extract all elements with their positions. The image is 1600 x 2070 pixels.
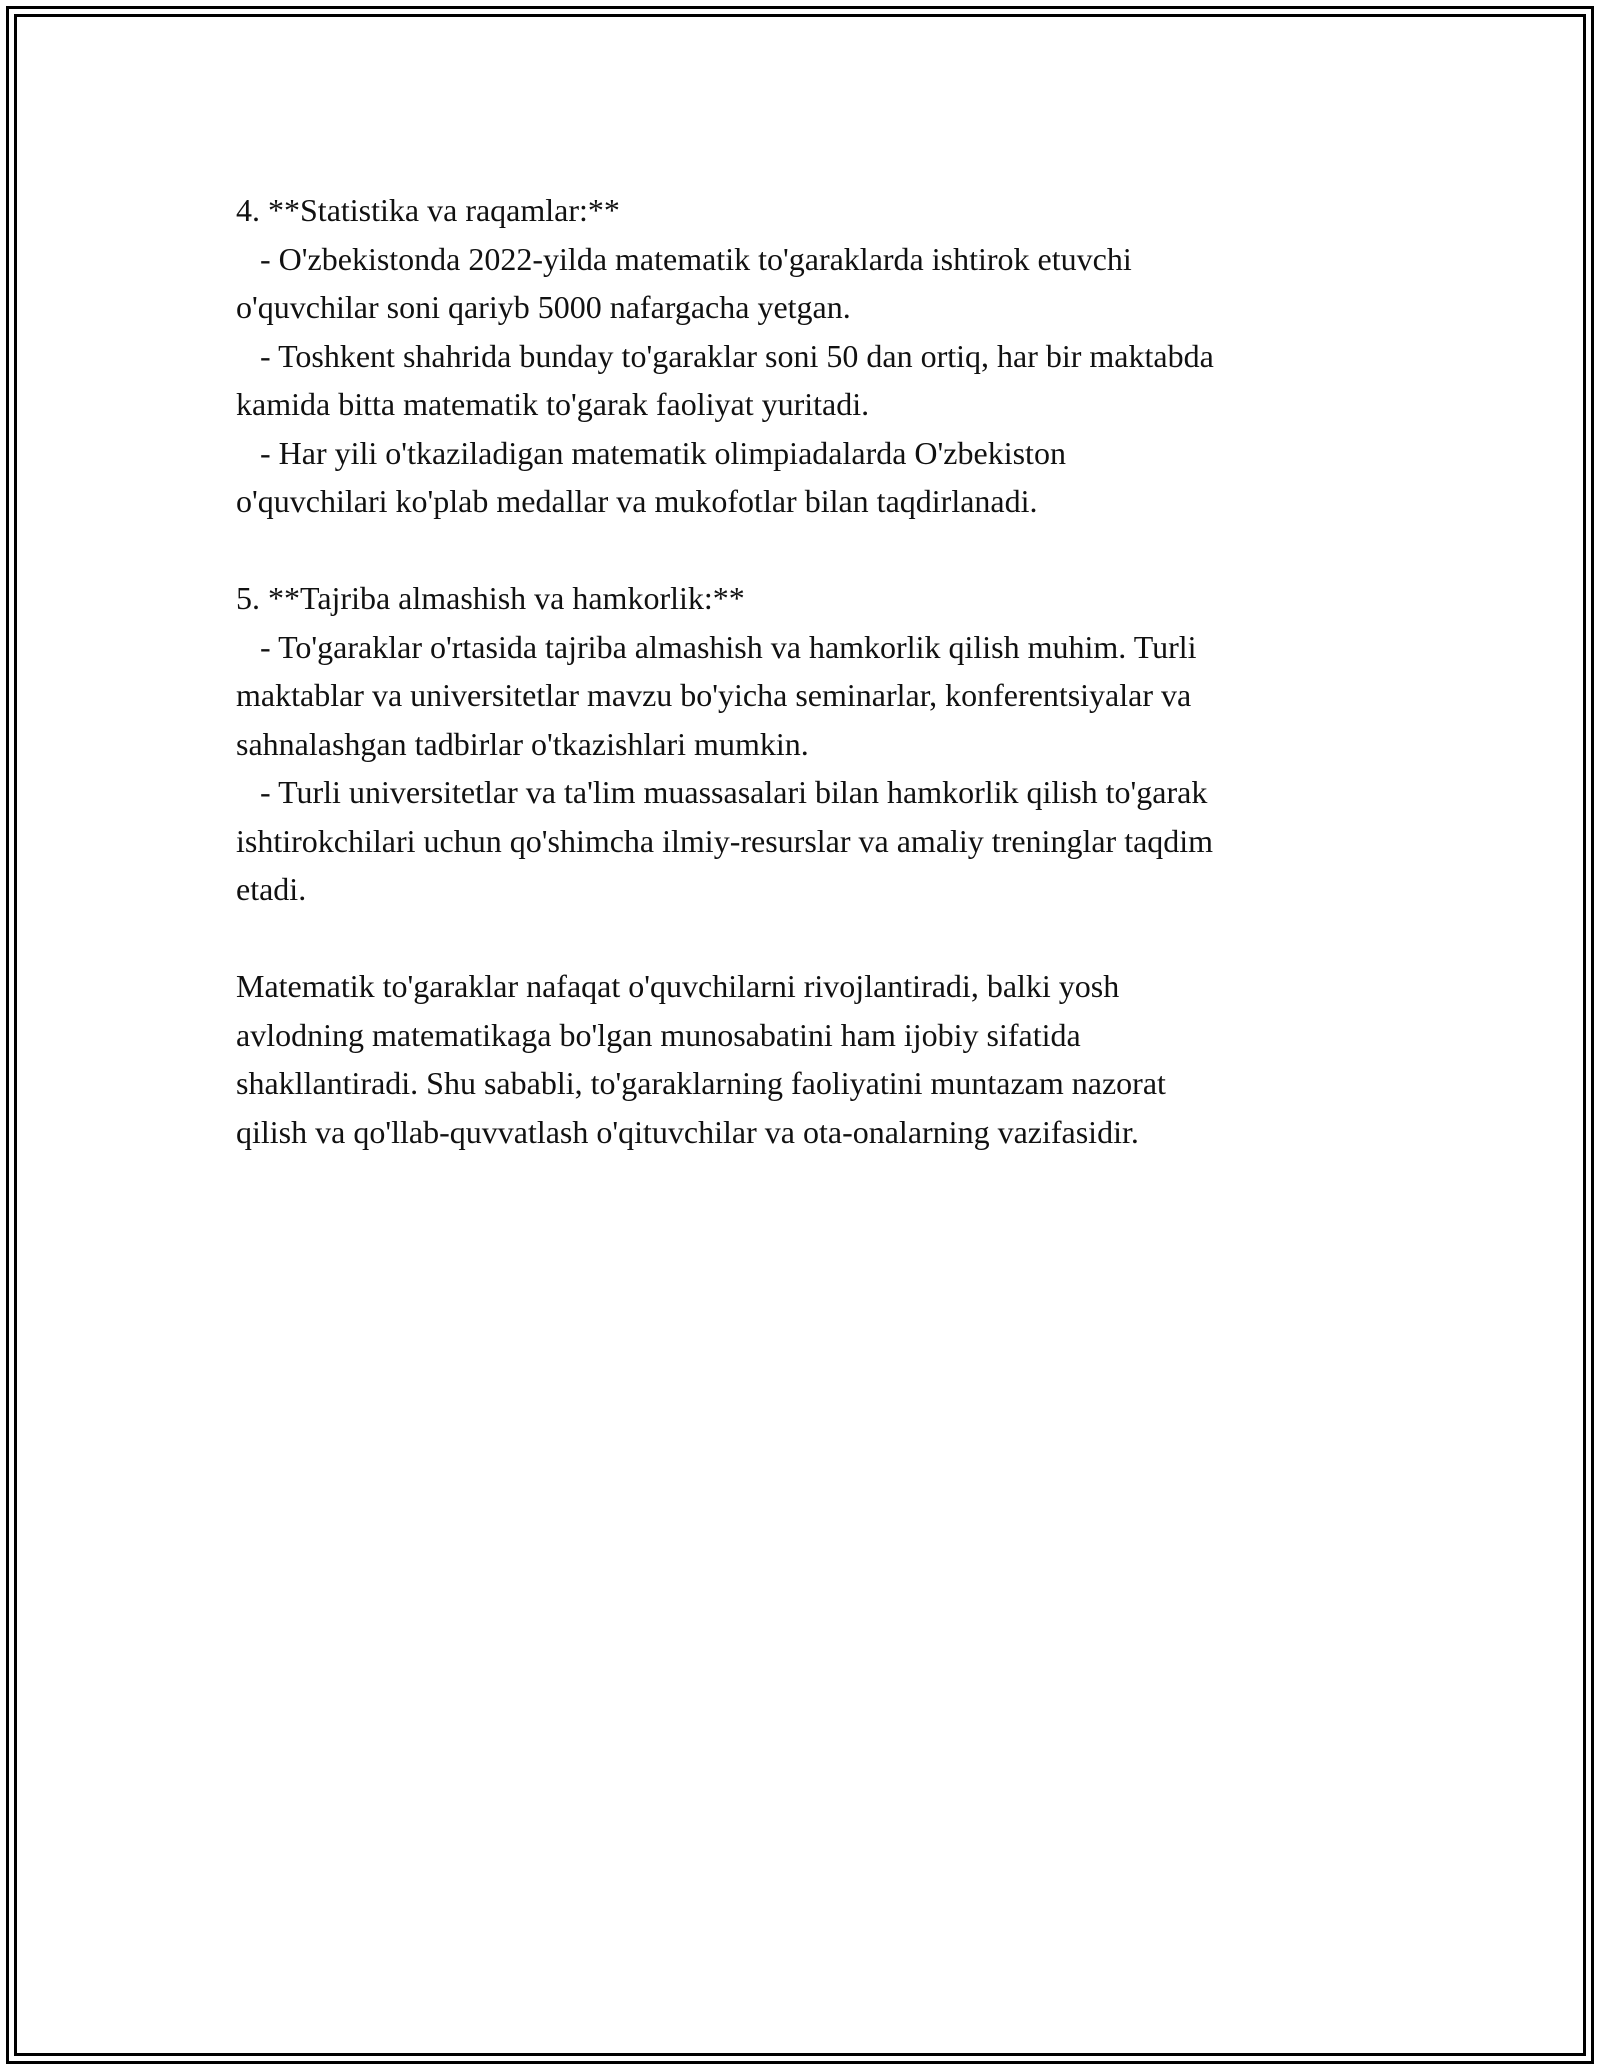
text-line: ishtirokchilari uchun qo'shimcha ilmiy-resurslar va amaliy treninglar taqdim (236, 822, 1214, 859)
text-line: etadi. (236, 871, 307, 907)
conclusion-paragraph (236, 962, 1396, 1156)
text-line: - Har yili o'tkaziladigan matematik olimpiadalarda O'zbekiston (236, 434, 1066, 471)
paragraph-spacer (236, 526, 1396, 575)
text-line: maktablar va universitetlar mavzu bo'yicha seminarlar, konferentsiyalar va (236, 677, 1192, 713)
section-heading: 4. **Statistika va raqamlar:** (236, 192, 620, 228)
text-line: qilish va qo'llab-quvvatlash o'qituvchilar va ota-onalarning vazifasidir. (236, 1113, 1139, 1150)
section-collaboration (236, 574, 1396, 914)
text-line: - Toshkent shahrida bunday to'garaklar soni 50 dan ortiq, har bir maktabda (236, 337, 1214, 374)
text-line: avlodning matematikaga bo'lgan munosabatini ham ijobiy sifatida (236, 1016, 1081, 1053)
text-line: o'quvchilar soni qariyb 5000 nafargacha yetgan. (236, 289, 851, 325)
text-line: o'quvchilari ko'plab medallar va mukofotlar bilan taqdirlanadi. (236, 483, 1038, 519)
paragraph-spacer (236, 914, 1396, 963)
text-line: - O'zbekistonda 2022-yilda matematik to'garaklarda ishtirok etuvchi (236, 240, 1132, 277)
document-body (236, 186, 1396, 1156)
section-statistics (236, 186, 1396, 526)
text-line: sahnalashgan tadbirlar o'tkazishlari mumkin. (236, 725, 809, 762)
text-line: - Turli universitetlar va ta'lim muassasalari bilan hamkorlik qilish to'garak (236, 774, 1208, 810)
text-line: - To'garaklar o'rtasida tajriba almashish va hamkorlik qilish muhim. Turli (236, 628, 1197, 665)
text-line: Matematik to'garaklar nafaqat o'quvchilarni rivojlantiradi, balki yosh (236, 968, 1120, 1004)
text-line: kamida bitta matematik to'garak faoliyat yuritadi. (236, 386, 870, 422)
section-heading: 5. **Tajriba almashish va hamkorlik:** (236, 580, 745, 616)
text-line: shakllantiradi. Shu sababli, to'garaklarning faoliyatini muntazam nazorat (236, 1065, 1166, 1101)
